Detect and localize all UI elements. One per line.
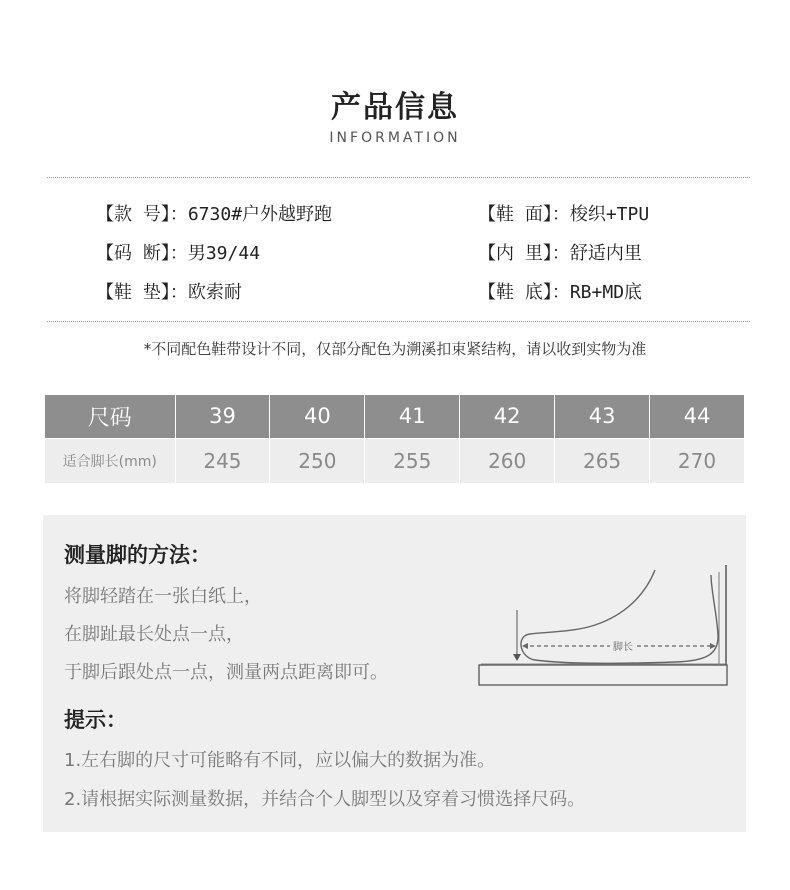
size-row xyxy=(45,395,745,438)
divider-top xyxy=(47,177,750,178)
length-row xyxy=(45,438,745,483)
length-cell: 250 xyxy=(270,438,365,483)
measure-heading: 测量脚的方法： xyxy=(64,543,211,567)
size-cell: 43 xyxy=(555,395,650,438)
spec-value: 梭织+TPU xyxy=(569,204,650,225)
measure-step: 在脚趾最长处点一点， xyxy=(64,624,244,645)
spec-label: 【内 里】 xyxy=(478,243,552,264)
size-cell: 42 xyxy=(460,395,555,438)
foot-measure-diagram xyxy=(475,560,735,690)
size-table xyxy=(45,395,745,483)
length-cell: 255 xyxy=(365,438,460,483)
spec-label: 【鞋 垫】 xyxy=(96,282,170,303)
spec-label: 【款 号】 xyxy=(96,204,170,225)
spec-outsole: 【鞋 底】：RB+MD底 xyxy=(478,282,643,303)
size-head-label: 尺码 xyxy=(45,395,175,438)
spec-insole: 【鞋 垫】：欧索耐 xyxy=(96,282,242,303)
color-note: *不同配色鞋带设计不同，仅部分配色为溯溪扣束紧结构，请以收到实物为准 xyxy=(143,340,647,358)
spec-value: RB+MD底 xyxy=(569,282,643,303)
size-cell: 39 xyxy=(175,395,270,438)
spec-label: 【码 断】 xyxy=(96,243,170,264)
spec-value: 舒适内里 xyxy=(569,243,642,264)
foot-length-label: 脚长 xyxy=(613,642,633,653)
spec-value: 男39/44 xyxy=(187,243,261,264)
spec-value: 6730#户外越野跑 xyxy=(187,204,333,225)
length-cell: 260 xyxy=(460,438,555,483)
divider-bottom xyxy=(47,321,750,322)
length-cell: 265 xyxy=(555,438,650,483)
measure-step: 将脚轻踏在一张白纸上， xyxy=(64,586,262,607)
heel-marker-arrow xyxy=(513,654,521,661)
spec-label: 【鞋 底】 xyxy=(478,282,552,303)
page-title: 产品信息 xyxy=(331,90,459,125)
tip-item: 2.请根据实际测量数据，并结合个人脚型以及穿着习惯选择尺码。 xyxy=(64,789,586,810)
tips-heading: 提示： xyxy=(64,708,127,732)
spec-style-number: 【款 号】：6730#户外越野跑 xyxy=(96,204,333,225)
size-cell: 41 xyxy=(365,395,460,438)
size-cell: 40 xyxy=(270,395,365,438)
spec-value: 欧索耐 xyxy=(187,282,242,303)
size-cell: 44 xyxy=(650,395,745,438)
floor-board xyxy=(479,665,727,685)
length-cell: 270 xyxy=(650,438,745,483)
measure-step: 于脚后跟处点一点，测量两点距离即可。 xyxy=(64,662,388,683)
page-subtitle: INFORMATION xyxy=(329,130,461,146)
spec-lining: 【内 里】：舒适内里 xyxy=(478,243,642,264)
tip-item: 1.左右脚的尺寸可能略有不同，应以偏大的数据为准。 xyxy=(64,750,496,771)
length-cell: 245 xyxy=(175,438,270,483)
spec-size-range: 【码 断】：男39/44 xyxy=(96,243,261,264)
length-arrow-left xyxy=(522,643,528,649)
measure-panel xyxy=(43,515,746,832)
length-row-label: 适合脚长(mm) xyxy=(45,438,175,483)
spec-upper: 【鞋 面】：梭织+TPU xyxy=(478,204,650,225)
spec-label: 【鞋 面】 xyxy=(478,204,552,225)
